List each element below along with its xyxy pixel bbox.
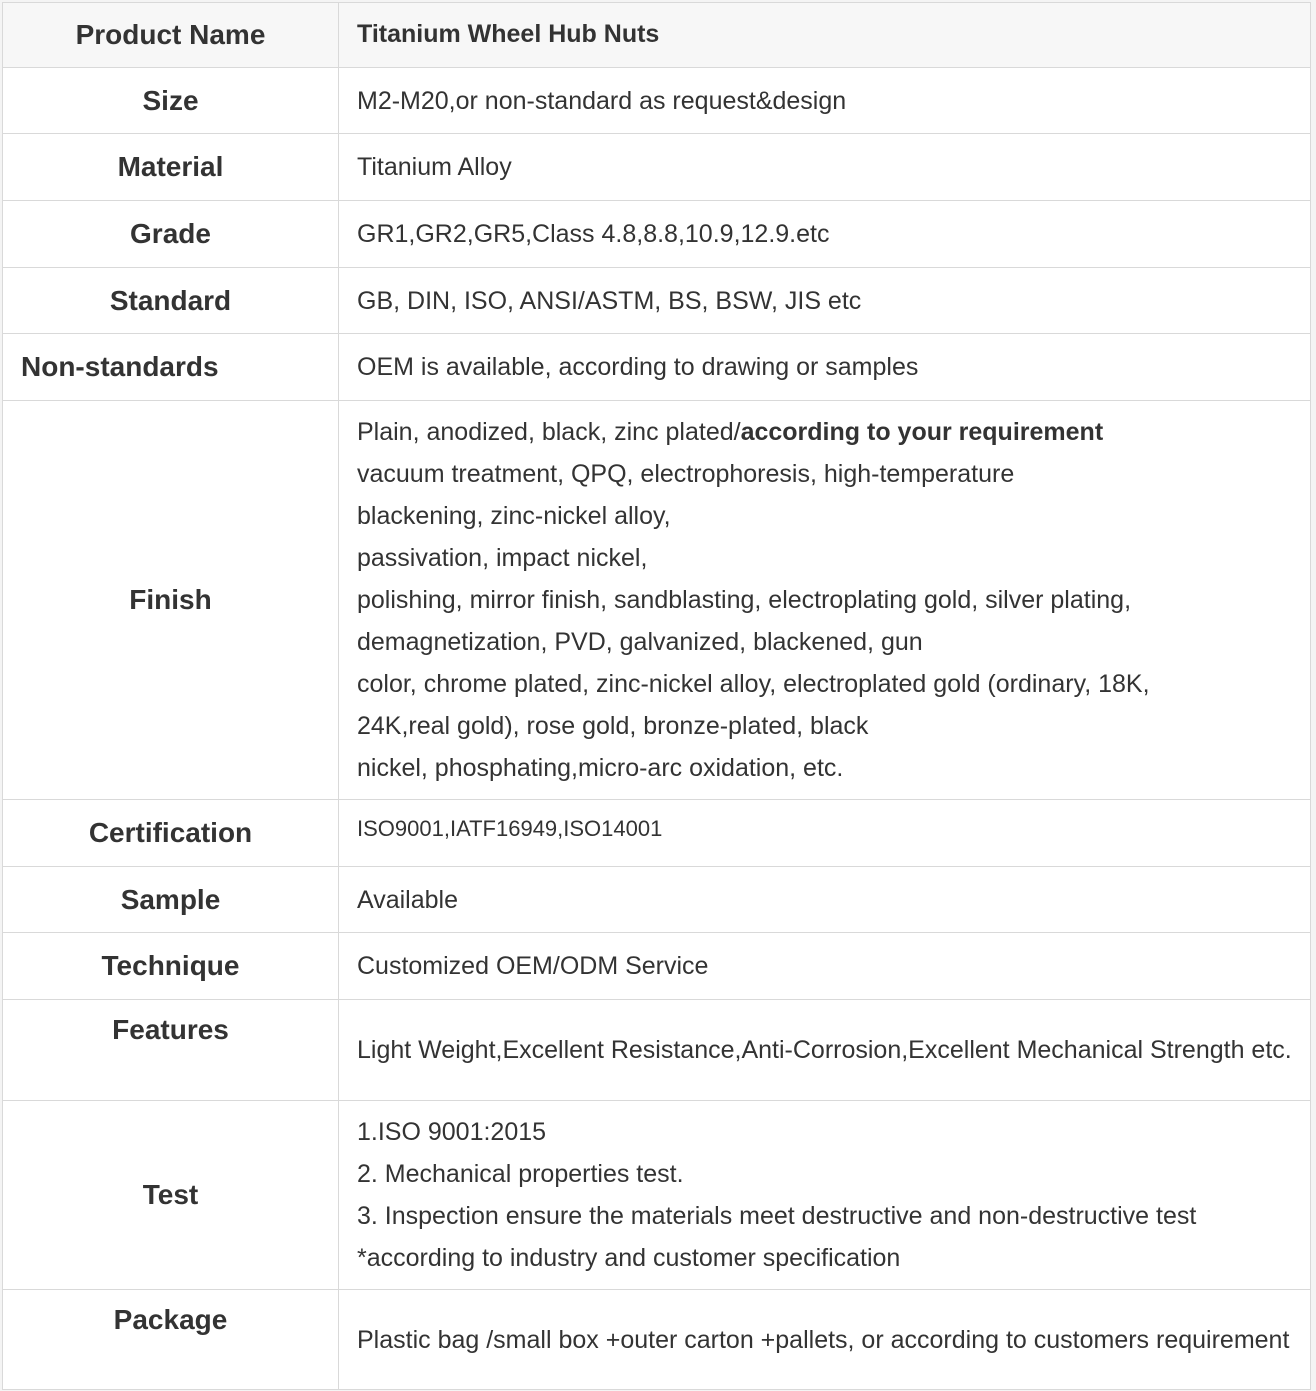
spec-label: Standard [3, 268, 339, 334]
spec-row-test [3, 1101, 1311, 1290]
spec-value: Titanium Alloy [339, 134, 1311, 201]
spec-value: Plastic bag /small box +outer carton +pallets, or according to customers requirement [339, 1290, 1311, 1390]
test-line: 2. Mechanical properties test. [357, 1160, 684, 1188]
spec-value-multiline [339, 1101, 1311, 1290]
finish-line [357, 411, 1292, 453]
spec-row-certification [3, 800, 1311, 867]
spec-row-size [3, 68, 1311, 134]
spec-value: Light Weight,Excellent Resistance,Anti-Corrosion,Excellent Mechanical Strength etc. [339, 1000, 1311, 1101]
spec-label: Features [3, 1000, 339, 1101]
spec-label: Certification [3, 800, 339, 867]
spec-row-features [3, 1000, 1311, 1101]
spec-label: Grade [3, 201, 339, 268]
spec-label: Material [3, 134, 339, 201]
spec-value-multiline [339, 401, 1311, 800]
spec-row-package [3, 1290, 1311, 1390]
spec-label: Product Name [3, 3, 339, 68]
finish-line-emphasis: according to your requirement [740, 418, 1104, 446]
finish-line-plain: Plain, anodized, black, zinc plated/ [357, 418, 741, 446]
spec-row-standard [3, 268, 1311, 334]
spec-label: Size [3, 68, 339, 134]
spec-value: Titanium Wheel Hub Nuts [339, 3, 1311, 68]
spec-row-finish [3, 401, 1311, 800]
spec-row-grade [3, 201, 1311, 268]
spec-label: Finish [3, 401, 339, 800]
finish-line: passivation, impact nickel, [357, 544, 648, 572]
finish-line: demagnetization, PVD, galvanized, blackened, gun [357, 628, 923, 656]
spec-value: OEM is available, according to drawing or samples [339, 334, 1311, 401]
spec-value: GB, DIN, ISO, ANSI/ASTM, BS, BSW, JIS etc [339, 268, 1311, 334]
spec-label: Test [3, 1101, 339, 1290]
spec-value: M2-M20,or non-standard as request&design [339, 68, 1311, 134]
finish-line: vacuum treatment, QPQ, electrophoresis, high-temperature [357, 460, 1015, 488]
spec-row-product-name [3, 3, 1311, 68]
finish-line: blackening, zinc-nickel alloy, [357, 502, 671, 530]
spec-label: Package [3, 1290, 339, 1390]
test-line: 3. Inspection ensure the materials meet destructive and non-destructive test [357, 1202, 1197, 1230]
test-line: 1.ISO 9001:2015 [357, 1118, 547, 1146]
spec-value: ISO9001,IATF16949,ISO14001 [339, 800, 1311, 867]
spec-value: Available [339, 867, 1311, 933]
finish-line: polishing, mirror finish, sandblasting, electroplating gold, silver plating, [357, 586, 1132, 614]
finish-line: nickel, phosphating,micro-arc oxidation, etc. [357, 754, 844, 782]
spec-label: Non-standards [3, 334, 339, 401]
finish-line: color, chrome plated, zinc-nickel alloy, electroplated gold (ordinary, 18K, [357, 670, 1150, 698]
spec-row-sample [3, 867, 1311, 933]
finish-line: 24K,real gold), rose gold, bronze-plated, black [357, 712, 869, 740]
spec-value: Customized OEM/ODM Service [339, 933, 1311, 1000]
test-line: *according to industry and customer specification [357, 1244, 901, 1272]
spec-row-material [3, 134, 1311, 201]
spec-value: GR1,GR2,GR5,Class 4.8,8.8,10.9,12.9.etc [339, 201, 1311, 268]
product-spec-table [2, 2, 1311, 1390]
spec-label: Technique [3, 933, 339, 1000]
spec-row-technique [3, 933, 1311, 1000]
spec-label: Sample [3, 867, 339, 933]
spec-row-non-standards [3, 334, 1311, 401]
